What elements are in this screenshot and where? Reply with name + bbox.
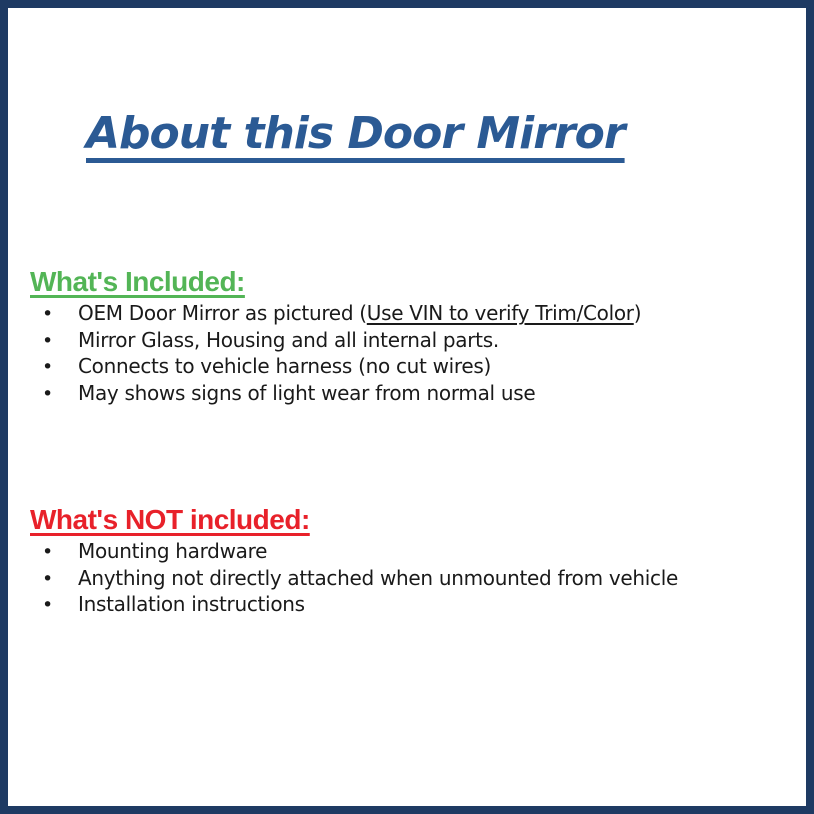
not-included-heading: What's NOT included:: [30, 504, 310, 535]
bullet-icon: •: [42, 541, 53, 563]
list-item-text: [78, 539, 267, 565]
list-item-text-pre: Anything not directly attached when unmounted from vehicle: [78, 565, 678, 590]
bullet-icon: •: [42, 567, 53, 590]
list-item-text-pre: Mirror Glass, Housing and all internal parts.: [78, 327, 499, 352]
list-item: [30, 381, 796, 408]
list-item-text-pre: May shows signs of light wear from normal use: [78, 380, 536, 405]
list-item-text: [78, 328, 499, 354]
list-item-text: [78, 592, 305, 618]
list-item-text-post: ): [633, 301, 642, 325]
list-item: [30, 301, 796, 328]
list-item: [30, 566, 796, 593]
bullet-icon: •: [42, 303, 53, 325]
not-included-list: [30, 539, 796, 619]
list-item-text-underlined: Use VIN to verify Trim/Color: [366, 301, 634, 325]
list-item-text: [78, 381, 535, 407]
bullet-icon: •: [42, 329, 53, 352]
list-item-text: [78, 566, 678, 592]
bullet-icon: •: [42, 356, 53, 378]
list-item: [30, 592, 796, 619]
bullet-icon: •: [42, 382, 53, 405]
included-list: [30, 301, 796, 407]
list-item: [30, 328, 796, 355]
list-item-text-pre: Mounting hardware: [78, 539, 268, 563]
page-title: About this Door Mirror: [86, 108, 625, 159]
list-item: [30, 539, 796, 566]
included-heading: What's Included:: [30, 266, 245, 297]
list-item-text-pre: Installation instructions: [78, 592, 305, 616]
list-item-text-pre: Connects to vehicle harness (no cut wires): [78, 354, 492, 378]
list-item-text-pre: OEM Door Mirror as pictured (: [78, 301, 367, 325]
bullet-icon: •: [42, 594, 53, 616]
list-item-text: [78, 301, 641, 327]
list-item: [30, 354, 796, 381]
list-item-text: [78, 354, 491, 380]
